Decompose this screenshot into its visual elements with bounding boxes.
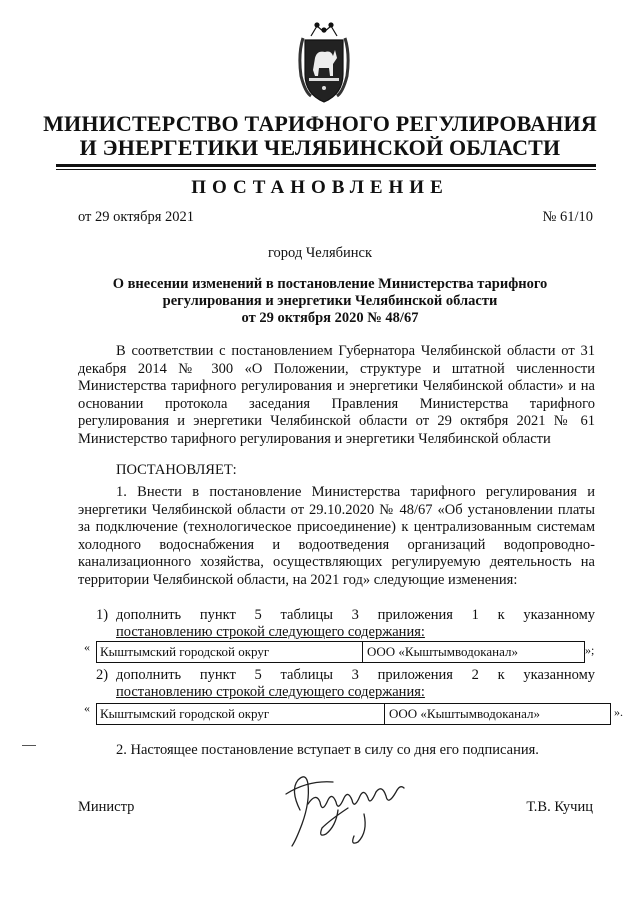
header-divider-thin (56, 169, 596, 170)
table-row-2 (96, 703, 611, 725)
point-2-paragraph: 2. Настоящее постановление вступает в силу со дня его подписания. (116, 742, 539, 758)
table-row-2-district: Кыштымский городской округ (97, 704, 385, 724)
decree-number: № 61/10 (542, 209, 593, 225)
point-1-paragraph: 1. Внести в постановление Министерства тарифного регулирования и энергетики Челябинской области от 29.10.2020 № 48/67 «Об установлении платы за подключение (технологическое присоединение) к централизованным системам холодного водоснабжения и водоотведения организаций водопроводно-канализационного хозяйства, осуществляющих регулируемую деятельность на территории Челябинской области, на 2021 год» следующие изменения: (78, 484, 595, 588)
table-1-open-quote: « (84, 640, 90, 654)
table-row-2-organization: ООО «Кыштымводоканал» (389, 706, 540, 721)
coat-of-arms-emblem (297, 14, 351, 106)
ministry-title-line1: МИНИСТЕРСТВО ТАРИФНОГО РЕГУЛИРОВАНИЯ (43, 111, 597, 136)
sub-item-2-line2: постановлению строкой следующего содержания: (116, 684, 425, 700)
city-name: город Челябинск (267, 245, 373, 261)
ministry-title-line2: И ЭНЕРГЕТИКИ ЧЕЛЯБИНСКОЙ ОБЛАСТИ (79, 135, 561, 160)
sub-item-1-line1: дополнить пункт 5 таблицы 3 приложения 1 к указанному (116, 607, 595, 623)
table-2-open-quote: « (84, 701, 90, 715)
signatory-name: Т.В. Кучиц (526, 799, 593, 815)
decree-date: от 29 октября 2021 (78, 209, 194, 225)
margin-mark (22, 745, 36, 746)
preamble-paragraph: В соответствии с постановлением Губернатора Челябинской области от 31 декабря 2014 № 300 «О Положении, структуре и штатной численности Министерства тарифного регулирования и энергетики Челябинской области» и на основании протокола заседания Правления Министерства тарифного регулирования и энергетики Челябинской области от 29 октября 2021 № 61 Министерство тарифного регулирования и энергетики Челябинской области (78, 343, 595, 447)
sub-item-1-line2: постановлению строкой следующего содержания: (116, 624, 425, 640)
decree-title: ПОСТАНОВЛЕНИЕ (191, 177, 449, 198)
ministry-title (0, 112, 640, 160)
table-2-close-quote: ». (614, 705, 623, 719)
subject-line1: О внесении изменений в постановление Министерства тарифного (112, 276, 548, 292)
resolves-heading: ПОСТАНОВЛЯЕТ: (116, 462, 237, 478)
signatory-position: Министр (78, 799, 135, 815)
table-row-1-district: Кыштымский городской округ (97, 642, 363, 662)
subject-line2: регулирования и энергетики Челябинской области (162, 293, 498, 309)
sub-item-2 (96, 667, 595, 703)
handwritten-signature (278, 762, 413, 852)
decree-subject (110, 276, 550, 327)
table-row-1 (96, 641, 585, 663)
table-row-1-organization: ООО «Кыштымводоканал» (367, 644, 518, 659)
table-1-close-quote: »; (585, 643, 595, 657)
sub-item-1-number: 1) (96, 607, 109, 623)
sub-item-2-line1: дополнить пункт 5 таблицы 3 приложения 2 к указанному (116, 667, 595, 683)
header-divider-thick (56, 164, 596, 167)
sub-item-2-number: 2) (96, 667, 109, 683)
sub-item-1 (96, 607, 595, 643)
subject-line3: от 29 октября 2020 № 48/67 (241, 310, 419, 326)
